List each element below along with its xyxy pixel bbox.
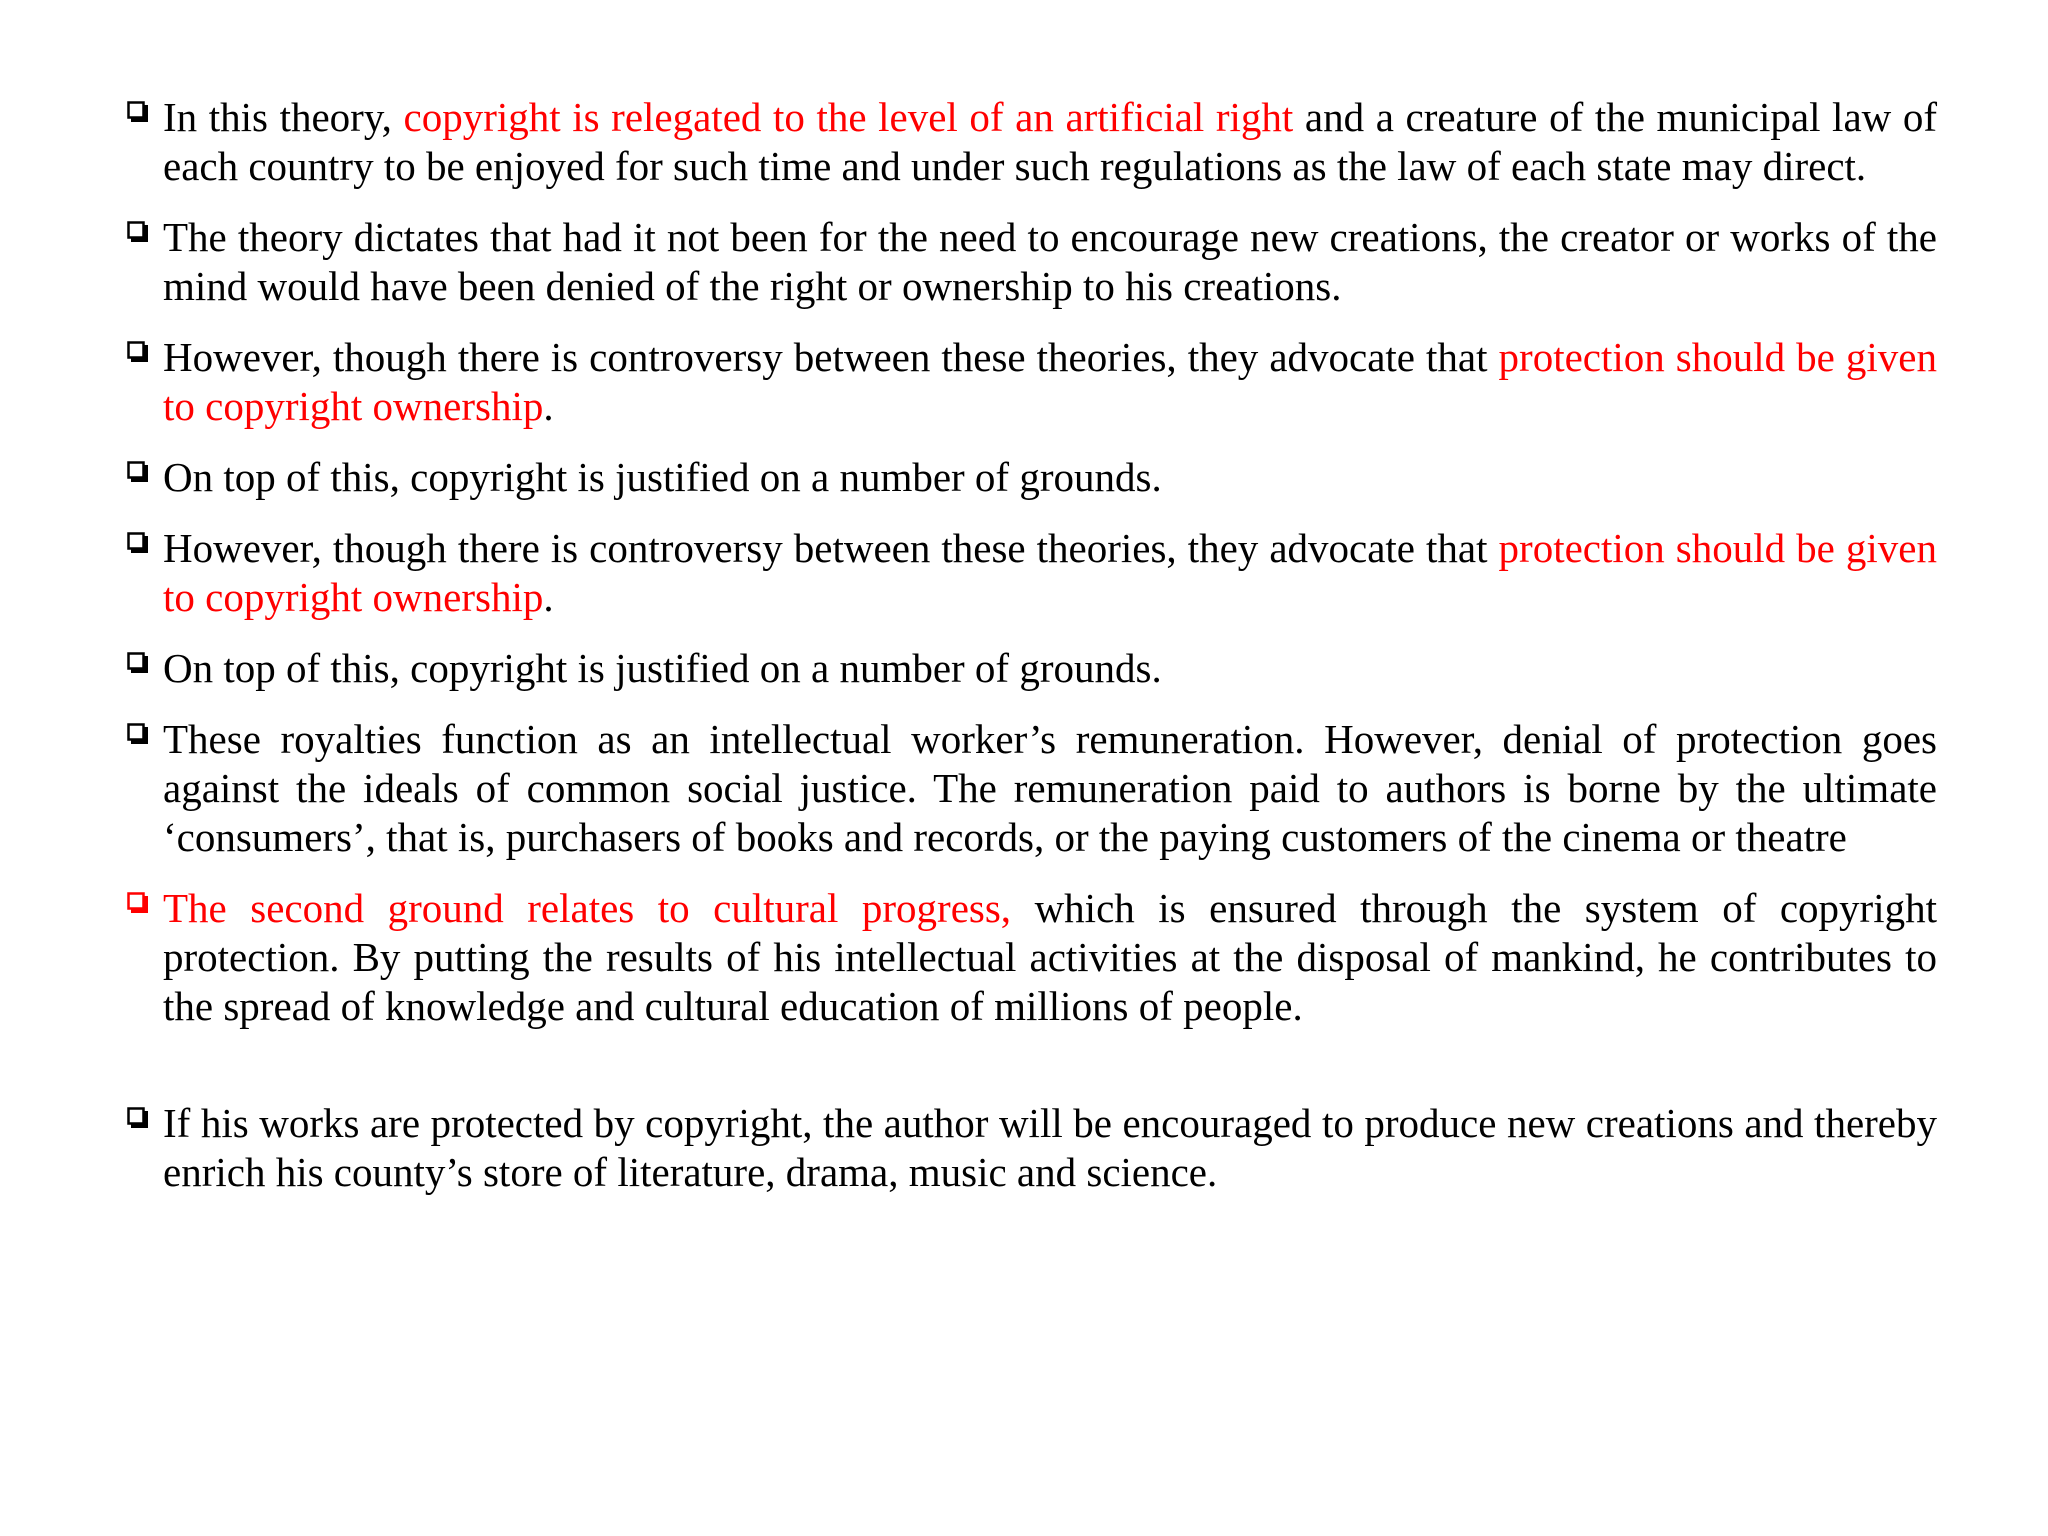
highlighted-text: The second ground relates to cultural progress, bbox=[163, 885, 1012, 931]
bullet-text: However, though there is controversy between these theories, they advocate that bbox=[163, 525, 1499, 571]
checkbox-square-icon bbox=[127, 652, 149, 674]
bullet-text: The theory dictates that had it not been for the need to encourage new creations, the creator or works of the mind would have been denied of the right or ownership to his creations. bbox=[163, 214, 1937, 309]
bullet-item bbox=[127, 884, 1937, 1031]
checkbox-square-icon bbox=[127, 341, 149, 363]
bullet-text: On top of this, copyright is justified on a number of grounds. bbox=[163, 645, 1162, 691]
highlighted-text: protection should be given to copyright ownership bbox=[163, 334, 1937, 429]
highlighted-text: copyright is relegated to the level of an artificial right bbox=[403, 94, 1294, 140]
checkbox-square-icon bbox=[127, 723, 149, 745]
bullet-list bbox=[127, 93, 1937, 1219]
bullet-text: . bbox=[543, 574, 554, 620]
bullet-text: However, though there is controversy between these theories, they advocate that bbox=[163, 334, 1499, 380]
bullet-text: These royalties function as an intellectual worker’s remuneration. However, denial of protection goes against the ideals of common social justice. The remuneration paid to authors is borne by the ultimate ‘consumers’, that is, purchasers of books and records, or the paying customers of the cinema or theatre bbox=[163, 716, 1937, 860]
bullet-text: On top of this, copyright is justified on a number of grounds. bbox=[163, 454, 1162, 500]
checkbox-square-icon bbox=[127, 461, 149, 483]
bullet-item bbox=[127, 1099, 1937, 1197]
bullet-item bbox=[127, 93, 1937, 191]
bullet-item bbox=[127, 524, 1937, 622]
bullet-item bbox=[127, 213, 1937, 311]
checkbox-square-icon bbox=[127, 221, 149, 243]
bullet-text: and a creature of the municipal law of each country to be enjoyed for such time and under such regulations as the law of each state may direct. bbox=[163, 94, 1937, 189]
highlighted-text: protection should be given to copyright ownership bbox=[163, 525, 1937, 620]
bullet-item bbox=[127, 644, 1937, 693]
bullet-item bbox=[127, 453, 1937, 502]
bullet-text: In this theory, bbox=[163, 94, 404, 140]
checkbox-square-icon bbox=[127, 892, 149, 914]
checkbox-square-icon bbox=[127, 1107, 149, 1129]
bullet-text: . bbox=[543, 383, 554, 429]
bullet-item bbox=[127, 333, 1937, 431]
bullet-text: which is ensured through the system of copyright protection. By putting the results of his intellectual activities at the disposal of mankind, he contributes to the spread of knowledge and cultural education of millions of people. bbox=[163, 885, 1937, 1029]
bullet-item bbox=[127, 715, 1937, 862]
checkbox-square-icon bbox=[127, 101, 149, 123]
bullet-text: If his works are protected by copyright, the author will be encouraged to produce new creations and thereby enrich his county’s store of literature, drama, music and science. bbox=[163, 1100, 1937, 1195]
checkbox-square-icon bbox=[127, 532, 149, 554]
